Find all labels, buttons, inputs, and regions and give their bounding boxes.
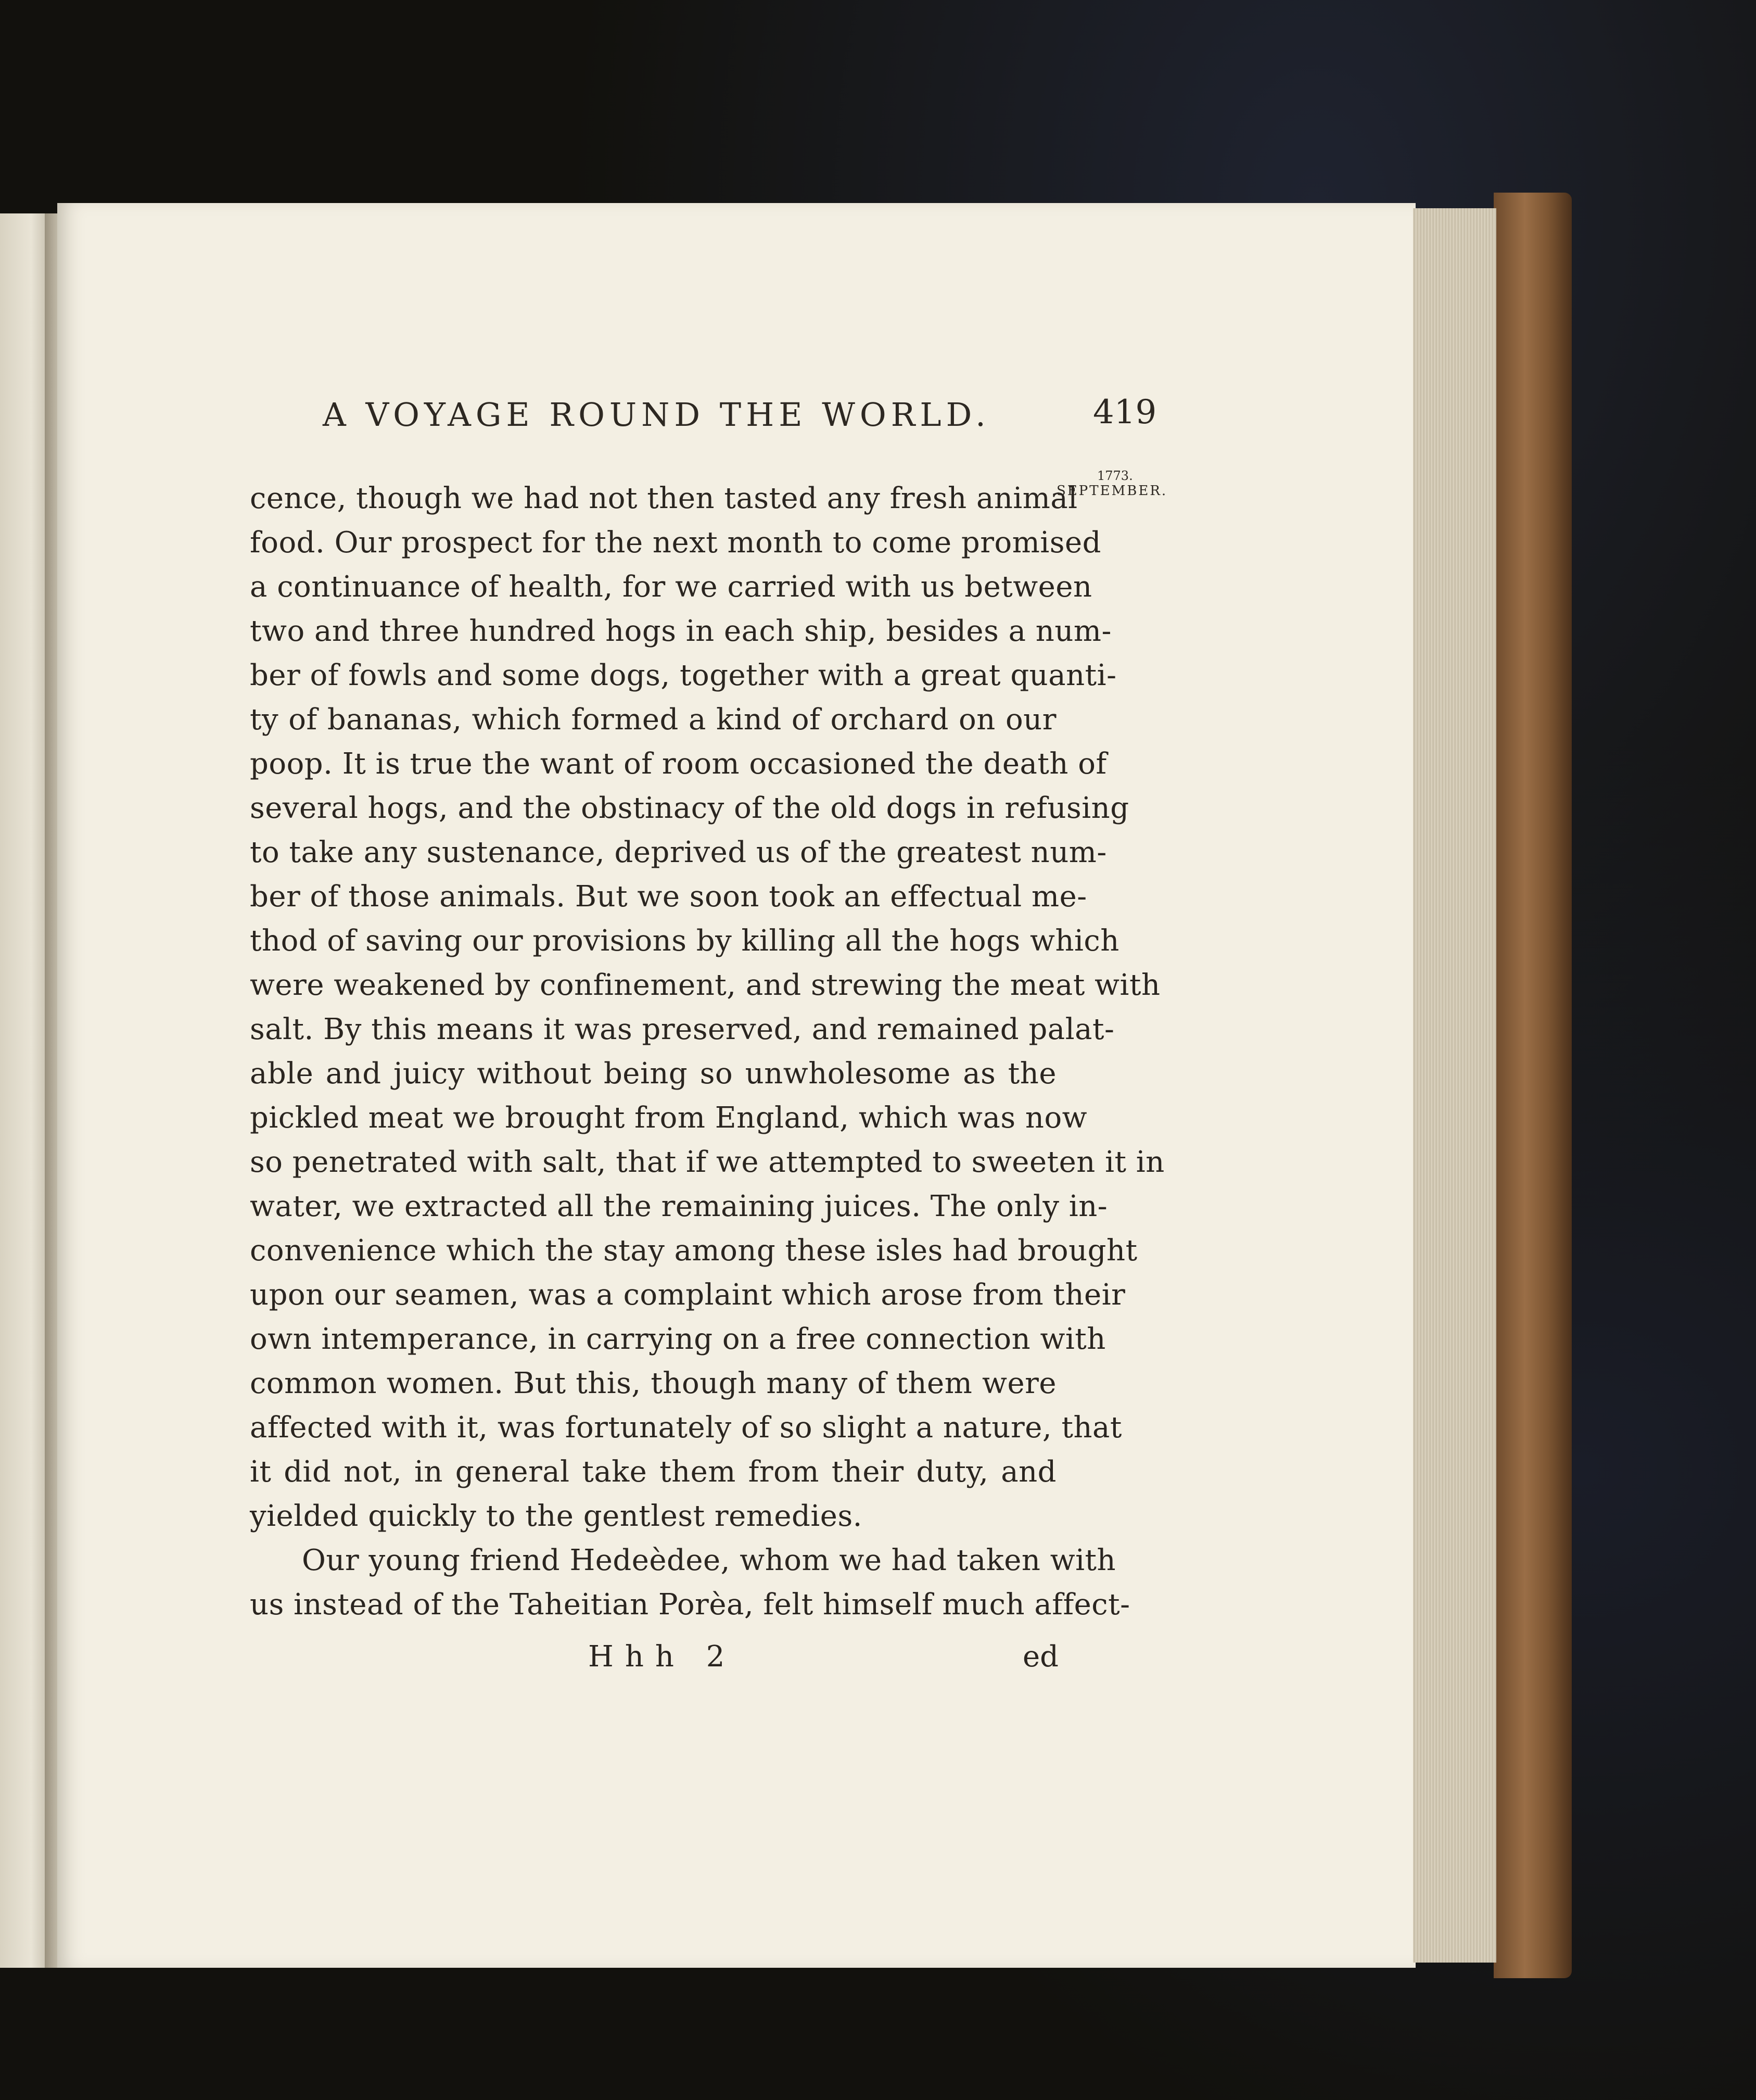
catchword: ed: [1023, 1640, 1059, 1674]
text-line: ty of bananas, which formed a kind of orchard on our: [250, 703, 1057, 737]
text-line: so penetrated with salt, that if we attempted to sweeten it in: [250, 1145, 1165, 1179]
text-line: ber of fowls and some dogs, together with a great quanti-: [250, 659, 1117, 692]
margin-note-month: SEPTEMBER.: [1057, 483, 1168, 499]
text-line: were weakened by confinement, and strewing the meat with: [250, 968, 1161, 1002]
running-head: A VOYAGE ROUND THE WORLD.: [323, 396, 990, 434]
paragraph-start-line: Our young friend Hedeèdee, whom we had taken with: [302, 1544, 1116, 1577]
text-line: several hogs, and the obstinacy of the old dogs in refusing: [250, 791, 1129, 825]
text-line: upon our seamen, was a complaint which arose from their: [250, 1278, 1126, 1312]
margin-note-year: 1773.: [1097, 469, 1133, 483]
text-line: us instead of the Taheitian Porèa, felt himself much affect-: [250, 1588, 1130, 1622]
text-line: yielded quickly to the gentlest remedies.: [250, 1499, 862, 1533]
text-line: poop. It is true the want of room occasioned the death of: [250, 747, 1107, 781]
text-line: food. Our prospect for the next month to come promised: [250, 526, 1101, 560]
text-line: affected with it, was fortunately of so slight a nature, that: [250, 1411, 1122, 1445]
text-line: thod of saving our provisions by killing all the hogs which: [250, 924, 1119, 958]
text-line: water, we extracted all the remaining juices. The only in-: [250, 1190, 1108, 1223]
text-line: common women. But this, though many of them were: [250, 1367, 1057, 1400]
text-line: two and three hundred hogs in each ship, besides a num-: [250, 614, 1112, 648]
text-line: a continuance of health, for we carried with us between: [250, 570, 1092, 604]
text-line: to take any sustenance, deprived us of the greatest num-: [250, 836, 1107, 869]
text-line: ber of those animals. But we soon took an effectual me-: [250, 880, 1087, 914]
text-line: able and juicy without being so unwholesome as the: [250, 1057, 1057, 1091]
text-line: cence, though we had not then tasted any fresh animal: [250, 482, 1078, 515]
signature-mark: Hhh 2: [588, 1640, 736, 1674]
text-line: convenience which the stay among these isles had brought: [250, 1234, 1138, 1268]
text-line: own intemperance, in carrying on a free connection with: [250, 1322, 1106, 1356]
text-line: it did not, in general take them from their duty, and: [250, 1455, 1057, 1489]
text-line: pickled meat we brought from England, which was now: [250, 1101, 1088, 1135]
text-line: salt. By this means it was preserved, and remained palat-: [250, 1013, 1115, 1046]
page-number: 419: [1093, 393, 1157, 432]
